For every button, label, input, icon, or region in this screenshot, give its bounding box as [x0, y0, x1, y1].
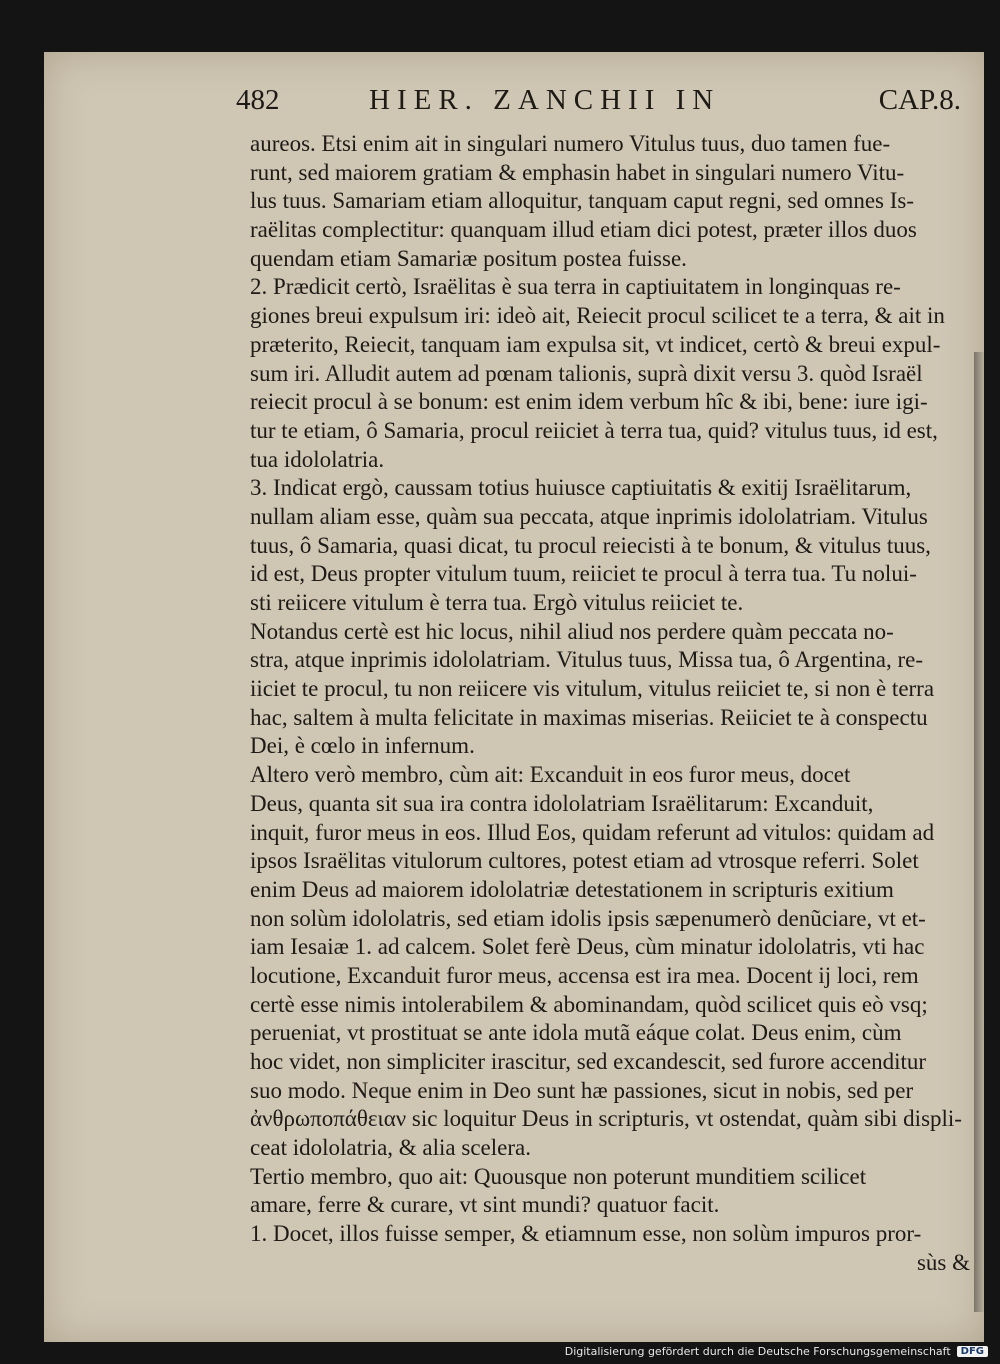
body-text [250, 130, 970, 1278]
text-line: giones breui expulsum iri: ideò ait, Reiecit procul scilicet te a terra, & ait in [250, 303, 945, 329]
text-line: certè esse nimis intolerabilem & abominandam, quòd scilicet quis eò vsq; [250, 991, 928, 1017]
text-line: aureos. Etsi enim ait in singulari numero Vitulus tuus, duo tamen fue- [250, 131, 891, 156]
page-edge [974, 352, 984, 1312]
running-title: HIER. ZANCHII IN [369, 84, 721, 116]
chapter-label: CAP.8. [878, 84, 961, 116]
text-line: hoc videt, non simpliciter irascitur, sed excandescit, sed furore accenditur [250, 1049, 927, 1074]
text-line: tua idololatria. [250, 446, 385, 472]
text-line: ἀνθρωποπάθειαν sic loquitur Deus in scripturis, vt ostendat, quàm sibi displi- [250, 1106, 962, 1132]
text-line: Dei, è cœlo in infernum. [250, 733, 475, 759]
text-line: inquit, furor meus in eos. Illud Eos, quidam referunt ad vitulos: quidam ad [250, 819, 935, 845]
text-line: iiciet te procul, tu non reiicere vis vitulum, vitulus reiiciet te, si non è terra [250, 676, 935, 702]
running-header [236, 84, 961, 118]
digitization-credit [565, 1345, 988, 1358]
text-line: iam Iesaiæ 1. ad calcem. Solet ferè Deus, cùm minatur idololatris, vti hac [250, 934, 925, 960]
text-line: suo modo. Neque enim in Deo sunt hæ passiones, sicut in nobis, sed per [250, 1077, 914, 1103]
page-number: 482 [236, 84, 280, 116]
text-line: enim Deus ad maiorem idololatriæ detestationem in scripturis exitium [250, 876, 894, 902]
text-line: sùs & [916, 1249, 970, 1275]
text-line: reiecit procul à se bonum: est enim idem verbum hîc & ibi, bene: iure igi- [250, 389, 928, 415]
text-line: tur te etiam, ô Samaria, procul reiiciet à terra tua, quid? vitulus tuus, id est, [250, 417, 938, 443]
text-line: Deus, quanta sit sua ira contra idololatriam Israëlitarum: Excanduit, [250, 790, 874, 816]
text-line: hac, saltem à multa felicitate in maximas miserias. Reiiciet te à conspectu [250, 704, 928, 730]
text-line: 3. Indicat ergò, caussam totius huiusce captiuitatis & exitij Israëlitarum, [250, 475, 912, 501]
text-line: ipsos Israëlitas vitulorum cultores, potest etiam ad vtrosque referri. Solet [250, 848, 919, 874]
text-line: Altero verò membro, cùm ait: Excanduit in eos furor meus, docet [250, 762, 851, 788]
credit-text: Digitalisierung gefördert durch die Deutsche Forschungsgemeinschaft [564, 1345, 951, 1358]
text-line: ceat idololatria, & alia scelera. [250, 1135, 531, 1161]
text-line: Tertio membro, quo ait: Quousque non poterunt munditiem scilicet [250, 1163, 867, 1189]
text-line: sti reiicere vitulum è terra tua. Ergò vitulus reiiciet te. [250, 590, 744, 615]
text-line: lus tuus. Samariam etiam alloquitur, tanquam caput regni, sed omnes Is- [250, 188, 915, 214]
text-line: id est, Deus propter vitulum tuum, reiiciet te procul à terra tua. Tu nolui- [250, 561, 917, 587]
text-line: præterito, Reiecit, tanquam iam expulsa sit, vt indicet, certò & breui expul- [250, 331, 941, 357]
text-line: sum iri. Alludit autem ad pœnam talionis, suprà dixit versu 3. quòd Israël [250, 360, 923, 386]
text-line: stra, atque inprimis idololatriam. Vitulus tuus, Missa tua, ô Argentina, re- [250, 647, 923, 673]
text-line: nullam aliam esse, quàm sua peccata, atque inprimis idololatriam. Vitulus [250, 503, 928, 529]
text-line: raëlitas complectitur: quanquam illud etiam dici potest, præter illos duos [250, 217, 917, 243]
text-line: perueniat, vt prostituat se ante idola mutã eáque colat. Deus enim, cùm [250, 1020, 902, 1046]
text-line: 2. Prædicit certò, Israëlitas è sua terra in captiuitatem in longinquas re- [250, 274, 901, 300]
text-line: amare, ferre & curare, vt sint mundi? quatuor facit. [250, 1192, 720, 1218]
text-line: runt, sed maiorem gratiam & emphasin habet in singulari numero Vitu- [250, 159, 905, 185]
text-line: locutione, Excanduit furor meus, accensa est ira mea. Docent ij loci, rem [250, 962, 919, 988]
text-line: non solùm idololatris, sed etiam idolis ipsis sæpenumerò denũciare, vt et- [250, 905, 926, 931]
text-line: tuus, ô Samaria, quasi dicat, tu procul reiecisti à te bonum, & vitulus tuus, [250, 532, 931, 558]
dfg-logo: DFG [957, 1346, 988, 1357]
text-line: 1. Docet, illos fuisse semper, & etiamnum esse, non solùm impuros pror- [250, 1221, 922, 1247]
text-line: Notandus certè est hic locus, nihil aliud nos perdere quàm peccata no- [250, 618, 894, 644]
text-line: quendam etiam Samariæ positum postea fuisse. [250, 245, 687, 271]
